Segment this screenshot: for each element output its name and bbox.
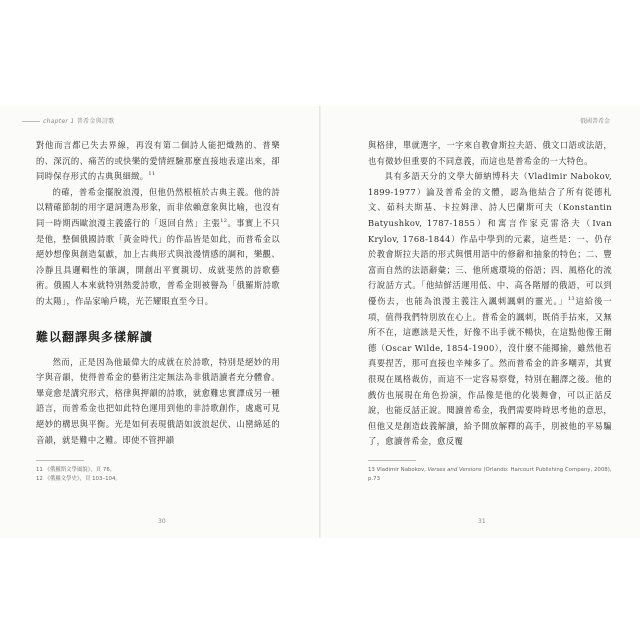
paragraph bbox=[36, 138, 280, 185]
left-running-head bbox=[22, 116, 115, 125]
paragraph-text: 的確，普希金擺脫浪漫，但他仍然根植於古典主義。他的詩以精確節制的用字還詞選為形象，而非依賴意象與比喻，也沒有同一時期西歐浪漫主義盛行的「返回自然」主張 bbox=[36, 186, 280, 228]
paragraph-text: 這給後一項，值得我們特別放在心上。普希金的諷刺，既俏手拈來，又無所不在，這應該是天性，好像不出手就不暢快，在這點他像王爾德（Oscar Wilde, 1854-1900），沒什麼不能揶揄，雖然他若真要捏苦，那可直接也辛辣多了。然而普希金的許多嘲弄，其實很現在風格裁仿，而這不一定容易察覺，特別在翻譯之後。他的戲仿也展現在角色扮演，作品像是他的化裝舞會，可以正話反說，也能反話正說。閱讀普希金，我們需要時時思考他的意思，但他又是創造歧義解讀，給予開放解釋的高手，別被他的平易騙了，愈讀普希金，愈反覆 bbox=[368, 295, 612, 447]
paragraph bbox=[368, 138, 612, 169]
paragraph-text: 。事實上不只是他，整個俄國詩歌「黃金時代」的作品皆是如此，而普希金以絕妙想像與創造氣獻，加上古典形式與浪漫情感的調和，樂觀、冷靜且具邏輯性的筆調，開創出平實親切、成就斐然的詩歌藝術。俄國人本來就特別熱愛詩歌，普希金則被譽為「俄羅斯詩歌的太陽」，作品家喻戶曉，光芒耀眼直至今日。 bbox=[36, 217, 280, 306]
left-page bbox=[0, 106, 320, 538]
footnotes bbox=[36, 466, 280, 484]
left-body bbox=[36, 138, 280, 448]
paragraph-text: 對他而言都已失去界線，再沒有第二個詩人能把熾熱的、普樂的、深沉的、痛苦的或快樂的愛情經驗那麼直接地表達出來，卻同時保存形式的古典與細緻。 bbox=[36, 140, 280, 182]
paragraph bbox=[36, 185, 280, 310]
running-head-rule bbox=[22, 121, 40, 122]
paragraph-text: 與格律，單就選字，一字來自教會斯拉夫語、俄文口語或法語，也有微妙但重要的不同意義，而這也是普希金的一大特色。 bbox=[368, 140, 612, 166]
footnotes bbox=[368, 466, 612, 484]
right-body bbox=[368, 138, 612, 450]
footnote-title: Verses and Versions bbox=[427, 467, 482, 473]
footnote-ref: 12 bbox=[220, 218, 228, 225]
paragraph-text: 具有多語天分的文學大師納博科夫（Vladimir Nabokov, 1899-1977）論及普希金的文體，認為他結合了所有從德札文、茹科夫斯基、卡拉姆津、詩人巴蘭斯可夫（Konstantin Batyushkov, 1787-1855）和寓言作家克雷洛夫（Ivan Krylov, 1768-1844）作品中學到的元素，這些是：一、仍存於教會斯拉夫語的形式與慣用語中的修辭和抽象的特色；二、豐富而自然的法語辭彙；三、他所處環境的俗語；四、風格化的流行說話方式。「他結鮮活運用低、中、高各階層的俄語，可以到優伤去，也能為浪漫主義注入諷刺諷刺的靈光。」 bbox=[368, 171, 612, 306]
footnote-ref: 13 bbox=[567, 296, 575, 303]
footnote: 12 《俄羅文學史》，頁 103–104。 bbox=[36, 476, 121, 482]
footnote-rule bbox=[368, 460, 416, 461]
page-number: 30 bbox=[158, 518, 166, 525]
chapter-label: chapter 1 bbox=[43, 118, 75, 125]
page-number: 31 bbox=[478, 518, 486, 525]
right-running-head: 俄國普希金 bbox=[579, 118, 610, 125]
footnote-number: 13 bbox=[368, 467, 375, 473]
paragraph bbox=[36, 355, 280, 449]
footnote bbox=[368, 466, 612, 484]
paragraph-text: 然而，正是因為他最偉大的成就在於詩歌，特別是絕妙的用字與音韻，使得普希金的藝術注定無法為非俄語讀者充分體會。畢竟愈是講究形式，格律與押韻的詩歌，就愈難忠實譯成另一種語言，而普希金也把如此特色運用到他的非詩歌創作，處處可見絕妙的構思與平衡。光是如何表現俄語如波浪起伏、山巒綿延的音韻，就是難中之難。即使不管押韻 bbox=[36, 356, 280, 445]
footnote-publication: (Orlando: Harcourt Publishing Company, 2008), p.73 bbox=[368, 467, 612, 482]
footnote-ref: 11 bbox=[148, 171, 156, 178]
footnote-rule bbox=[36, 460, 84, 461]
footnote-author: Vladimir Nabokov, bbox=[376, 467, 426, 473]
paragraph bbox=[368, 169, 612, 450]
footnote: 11 《俄羅斯文學風貌》，頁 76。 bbox=[36, 467, 116, 473]
chapter-title: 普希金與詩歌 bbox=[76, 118, 115, 125]
section-heading: 難以翻譯與多樣解讀 bbox=[36, 329, 154, 344]
right-page bbox=[320, 106, 640, 538]
